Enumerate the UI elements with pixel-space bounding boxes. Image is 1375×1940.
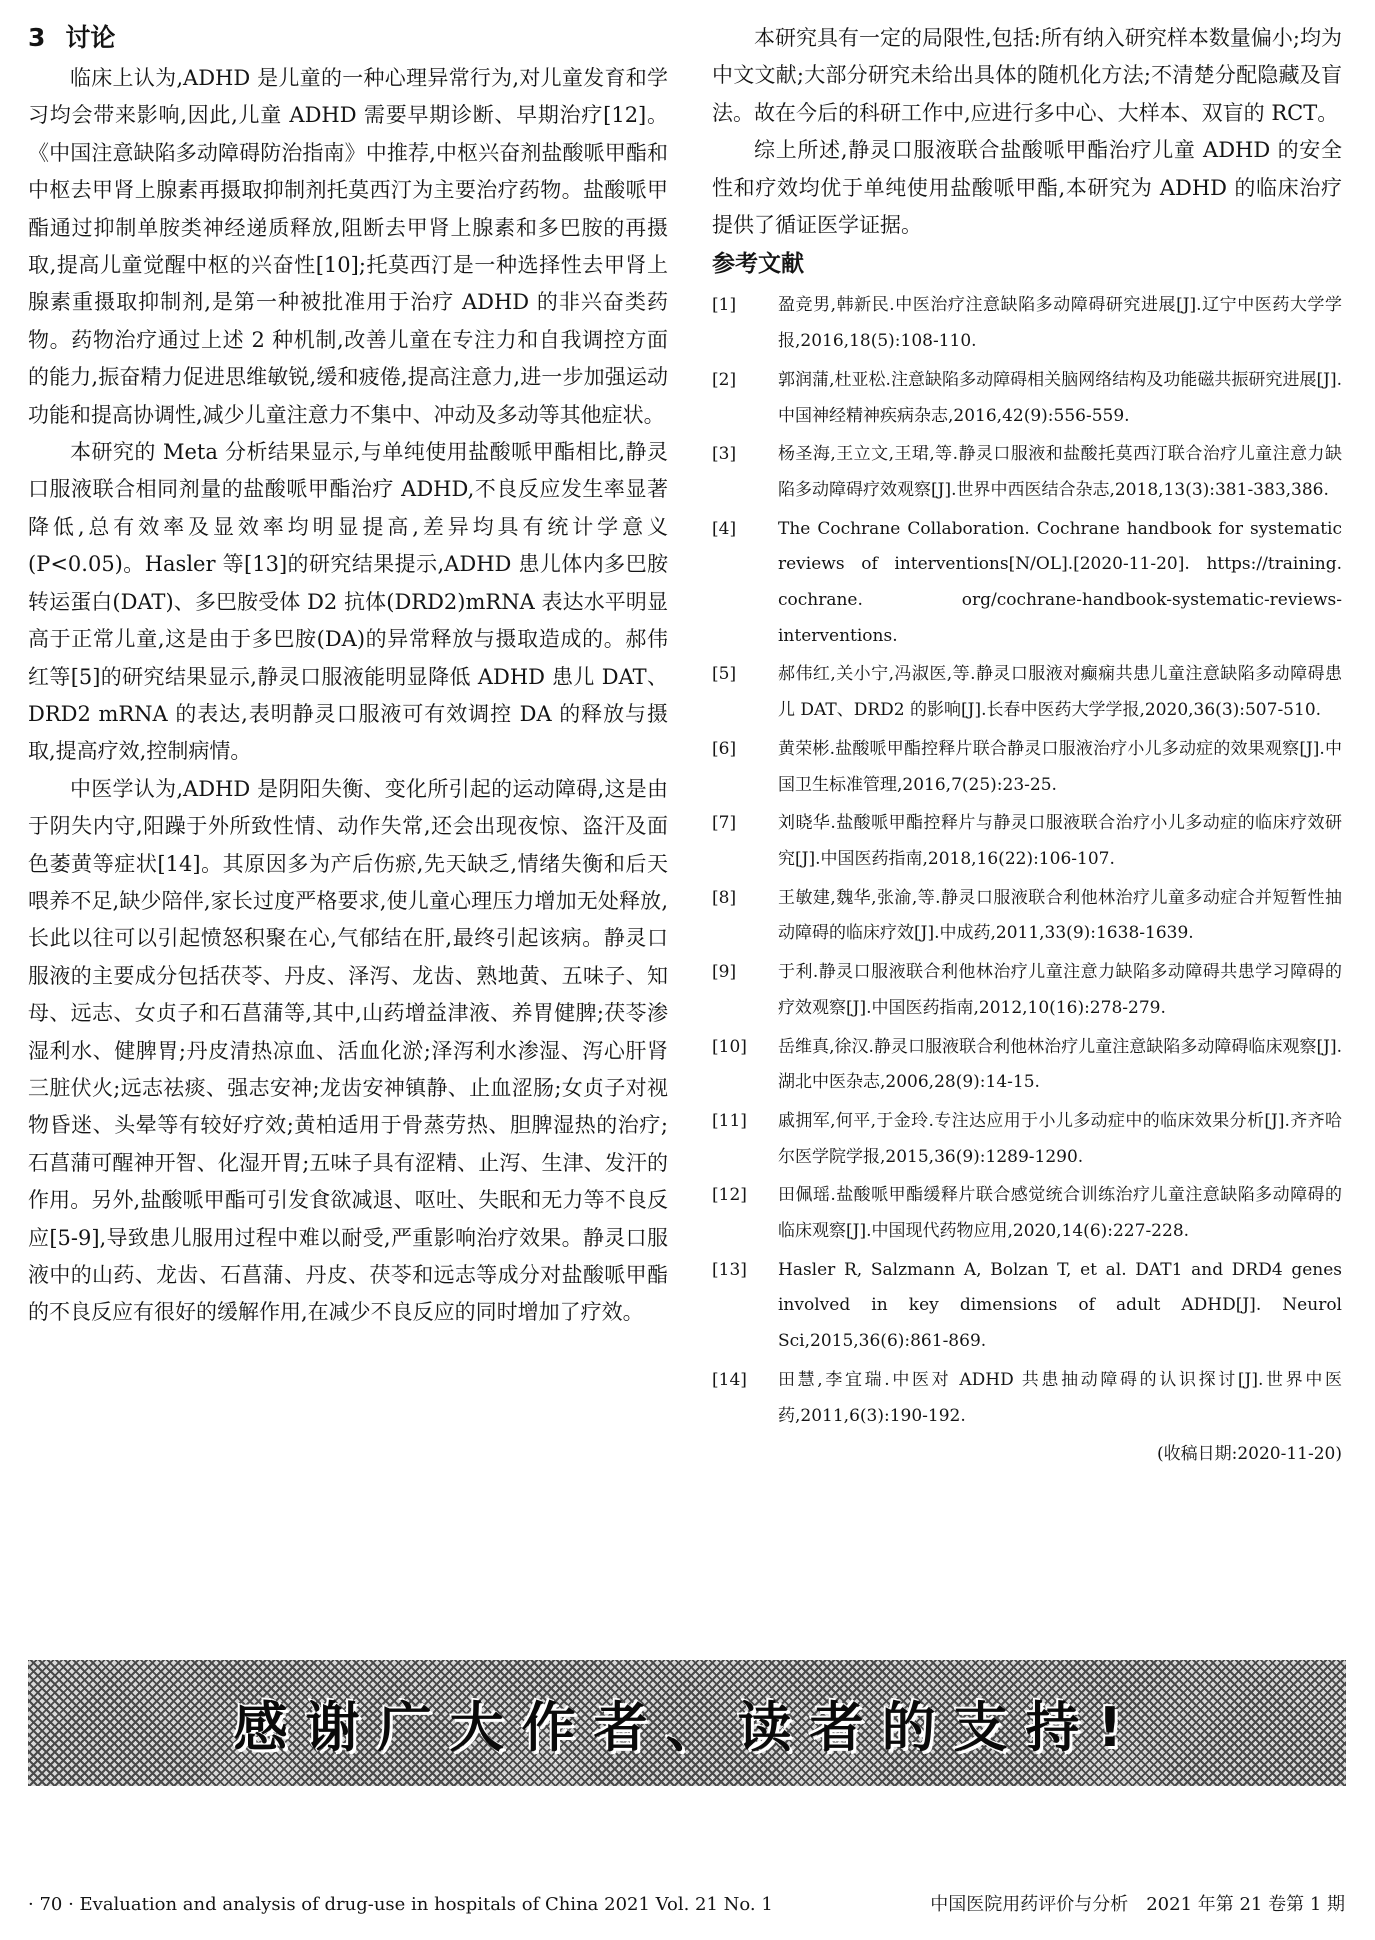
references-heading: 参考文献 — [712, 251, 804, 278]
reference-number: [14] — [712, 1369, 747, 1390]
reference-number: [12] — [712, 1185, 747, 1206]
thanks-banner — [28, 1660, 1346, 1786]
reference-number: [5] — [712, 664, 737, 685]
reference-item — [712, 657, 1342, 728]
discussion-paragraph-3: 中医学认为,ADHD 是阴阳失衡、变化所引起的运动障碍,这是由于阴失内守,阳躁于外所致性情、动作失常,还会出现夜惊、盗汗及面色萎黄等症状[14]。其原因多为产后伤瘀,先天缺乏,情绪失衡和后天喂养不足,缺少陪伴,家长过度严格要求,使儿童心理压力增加无处释放,长此以往可以引起愤怒积聚在心,气郁结在肝,最终引起该病。静灵口服液的主要成分包括茯苓、丹皮、泽泻、龙齿、熟地黄、五味子、知母、远志、女贞子和石菖蒲等,其中,山药增益津液、养胃健脾;茯苓渗湿利水、健脾胃;丹皮清热凉血、活血化淤;泽泻利水渗湿、泻心肝肾三脏伏火;远志祛痰、强志安神;龙齿安神镇静、止血涩肠;女贞子对视物昏迷、头晕等有较好疗效;黄柏适用于骨蒸劳热、胆脾湿热的治疗;石菖蒲可醒神开智、化湿开胃;五味子具有涩精、止泻、生津、发汗的作用。另外,盐酸哌甲酯可引发食欲减退、呕吐、失眠和无力等不良反应[5-9],导致患儿服用过程中难以耐受,严重影响治疗效果。静灵口服液中的山药、龙齿、石菖蒲、丹皮、茯苓和远志等成分对盐酸哌甲酯的不良反应有很好的缓解作用,在减少不良反应的同时增加了疗效。 — [28, 776, 668, 1325]
reference-text: 刘晓华.盐酸哌甲酯控释片与静灵口服液联合治疗小儿多动症的临床疗效研究[J].中国医药指南,2018,16(22):106-107. — [778, 813, 1342, 869]
reference-item — [712, 1178, 1342, 1249]
reference-number: [1] — [712, 295, 737, 316]
discussion-paragraph-2: 本研究的 Meta 分析结果显示,与单纯使用盐酸哌甲酯相比,静灵口服液联合相同剂量的盐酸哌甲酯治疗 ADHD,不良反应发生率显著降低,总有效率及显效率均明显提高,差异均具有统计学意义(P<0.05)。Hasler 等[13]的研究结果提示,ADHD 患儿体内多巴胺转运蛋白(DAT)、多巴胺受体 D2 抗体(DRD2)mRNA 表达水平明显高于正常儿童,这是由于多巴胺(DA)的异常释放与摄取造成的。郝伟红等[5]的研究结果显示,静灵口服液能明显降低 ADHD 患儿 DAT、DRD2 mRNA 的表达,表明静灵口服液可有效调控 DA 的释放与摄取,提高疗效,控制病情。 — [28, 440, 668, 764]
reference-item — [712, 1253, 1342, 1360]
reference-item — [712, 955, 1342, 1026]
page-footer — [28, 1890, 1345, 1920]
reference-number: [9] — [712, 962, 737, 983]
reference-number: [7] — [712, 813, 737, 834]
reference-item — [712, 1104, 1342, 1175]
discussion-paragraph-1: 临床上认为,ADHD 是儿童的一种心理异常行为,对儿童发育和学习均会带来影响,因此,儿童 ADHD 需要早期诊断、早期治疗[12]。《中国注意缺陷多动障碍防治指南》中推荐,中枢兴奋剂盐酸哌甲酯和中枢去甲肾上腺素再摄取抑制剂托莫西汀为主要治疗药物。盐酸哌甲酯通过抑制单胺类神经递质释放,阻断去甲肾上腺素和多巴胺的再摄取,提高儿童觉醒中枢的兴奋性[10];托莫西汀是一种选择性去甲肾上腺素重摄取抑制剂,是第一种被批准用于治疗 ADHD 的非兴奋类药物。药物治疗通过上述 2 种机制,改善儿童在专注力和自我调控方面的能力,振奋精力促进思维敏锐,缓和疲倦,提高注意力,进一步加强运动功能和提高协调性,减少儿童注意力不集中、冲动及多动等其他症状。 — [28, 66, 668, 427]
received-date: (收稿日期:2020-11-20) — [1156, 1444, 1342, 1465]
reference-text: 岳维真,徐汉.静灵口服液联合利他林治疗儿童注意缺陷多动障碍临床观察[J].湖北中医杂志,2006,28(9):14-15. — [778, 1036, 1342, 1093]
reference-number: [11] — [712, 1110, 747, 1131]
reference-item — [712, 1030, 1342, 1101]
reference-item — [712, 1363, 1342, 1434]
section-heading — [28, 20, 668, 56]
reference-text: 王敏建,魏华,张渝,等.静灵口服液联合利他林治疗儿童多动症合并短暂性抽动障碍的临床疗效[J].中成药,2011,33(9):1638-1639. — [778, 887, 1342, 944]
reference-item — [712, 288, 1342, 359]
reference-item — [712, 732, 1342, 803]
reference-number: [6] — [712, 738, 737, 759]
reference-item — [712, 437, 1342, 508]
left-column — [28, 20, 668, 1332]
reference-item — [712, 881, 1342, 952]
right-column — [712, 20, 1342, 1471]
reference-text: 郝伟红,关小宁,冯淑医,等.静灵口服液对癫痫共患儿童注意缺陷多动障碍患儿 DAT、DRD2 的影响[J].长春中医药大学学报,2020,36(3):507-510. — [778, 664, 1342, 721]
reference-number: [2] — [712, 369, 737, 390]
conclusion-paragraph: 综上所述,静灵口服液联合盐酸哌甲酯治疗儿童 ADHD 的安全性和疗效均优于单纯使用盐酸哌甲酯,本研究为 ADHD 的临床治疗提供了循证医学证据。 — [712, 138, 1342, 238]
banner-text: 感谢广大作者、读者的支持! — [233, 1695, 1141, 1759]
reference-item — [712, 363, 1342, 434]
reference-list — [712, 288, 1342, 1434]
reference-text: 杨圣海,王立文,王珺,等.静灵口服液和盐酸托莫西汀联合治疗儿童注意力缺陷多动障碍疗效观察[J].世界中西医结合杂志,2018,13(3):381-383,386. — [778, 444, 1342, 500]
reference-text: 盈竞男,韩新民.中医治疗注意缺陷多动障碍研究进展[J].辽宁中医药大学学报,2016,18(5):108-110. — [778, 295, 1342, 352]
reference-item — [712, 512, 1342, 655]
footer-journal-chinese: 中国医院用药评价与分析 2021 年第 21 卷第 1 期 — [930, 1894, 1345, 1915]
section-number: 3 — [28, 23, 46, 52]
reference-text: Hasler R, Salzmann A, Bolzan T, et al. DAT1 and DRD4 genes involved in key dimensions of adult ADHD[J]. Neurol Sci,2015,36(6):861-869. — [778, 1259, 1342, 1352]
reference-text: 田慧,李宜瑞.中医对 ADHD 共患抽动障碍的认识探讨[J].世界中医药,2011,6(3):190-192. — [778, 1369, 1342, 1426]
reference-text: 戚拥军,何平,于金玲.专注达应用于小儿多动症中的临床效果分析[J].齐齐哈尔医学院学报,2015,36(9):1289-1290. — [778, 1110, 1342, 1167]
reference-text: 黄荣彬.盐酸哌甲酯控释片联合静灵口服液治疗小儿多动症的效果观察[J].中国卫生标准管理,2016,7(25):23-25. — [778, 738, 1342, 795]
reference-number: [10] — [712, 1036, 747, 1057]
limitations-paragraph: 本研究具有一定的局限性,包括:所有纳入研究样本数量偏小;均为中文文献;大部分研究未给出具体的随机化方法;不清楚分配隐藏及盲法。故在今后的科研工作中,应进行多中心、大样本、双盲的 RCT。 — [712, 26, 1342, 125]
reference-text: 郭润蒲,杜亚松.注意缺陷多动障碍相关脑网络结构及功能磁共振研究进展[J].中国神经精神疾病杂志,2016,42(9):556-559. — [778, 369, 1342, 426]
reference-number: [3] — [712, 444, 737, 465]
reference-text: The Cochrane Collaboration. Cochrane handbook for systematic reviews of interventions[N/OL].[2020-11-20]. https://training. cochrane. org/cochrane-handbook-systematic-reviews-interventions. — [778, 518, 1342, 646]
reference-number: [4] — [712, 518, 737, 539]
reference-item — [712, 806, 1342, 877]
reference-number: [13] — [712, 1259, 747, 1280]
reference-text: 于利.静灵口服液联合利他林治疗儿童注意力缺陷多动障碍共患学习障碍的疗效观察[J].中国医药指南,2012,10(16):278-279. — [778, 962, 1342, 1018]
footer-journal-english: · 70 · Evaluation and analysis of drug-use in hospitals of China 2021 Vol. 21 No. 1 — [28, 1894, 773, 1915]
reference-text: 田佩瑶.盐酸哌甲酯缓释片联合感觉统合训练治疗儿童注意缺陷多动障碍的临床观察[J].中国现代药物应用,2020,14(6):227-228. — [778, 1185, 1342, 1242]
reference-number: [8] — [712, 887, 737, 908]
section-title: 讨论 — [65, 23, 116, 52]
